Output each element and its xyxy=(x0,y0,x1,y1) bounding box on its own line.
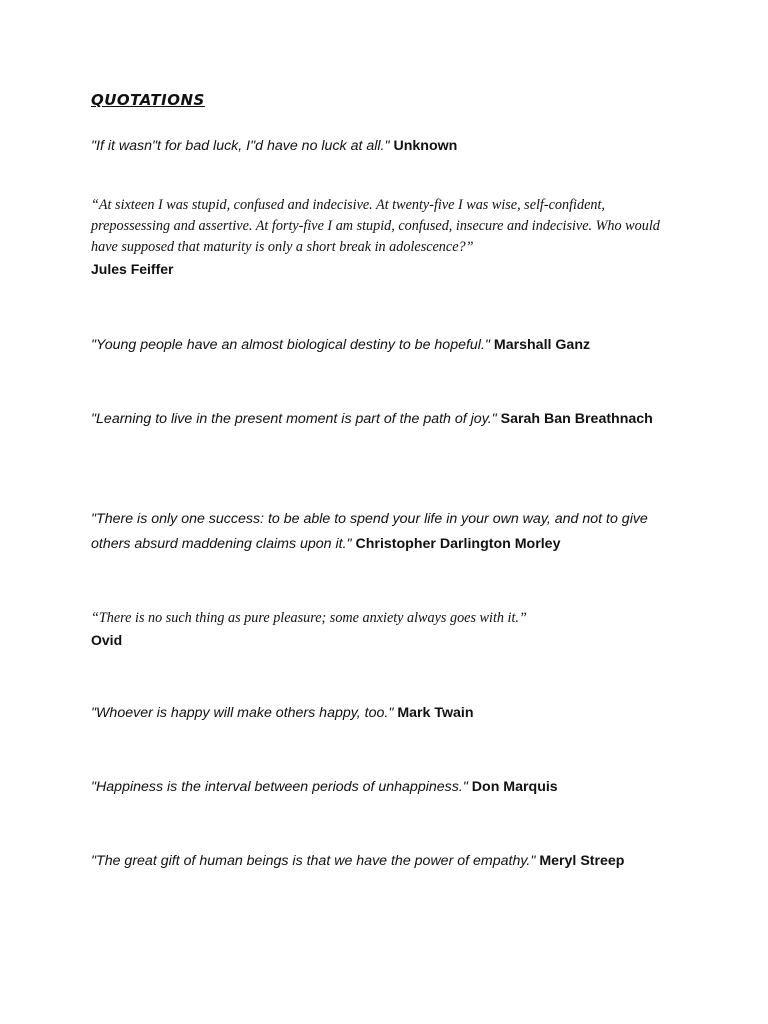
quote-text: “At sixteen I was stupid, confused and indecisive. At twenty-five I was wise, self-confident, prepossessing and assertive. At forty-five I am stupid, confused, insecure and indecisive. Who would have supposed that maturity is only a short break in adolescence?” xyxy=(91,197,660,255)
quote-7 xyxy=(91,701,681,726)
quote-1 xyxy=(91,134,681,159)
quote-author: Don Marquis xyxy=(471,779,558,795)
quote-text: "If it wasn"t for bad luck, I"d have no luck at all." xyxy=(91,138,390,154)
quote-author: Ovid xyxy=(91,632,123,648)
quote-8 xyxy=(91,775,681,800)
quote-text: "Whoever is happy will make others happy, too." xyxy=(91,705,394,721)
quote-6 xyxy=(91,608,681,651)
quote-3 xyxy=(91,333,681,358)
quote-author: Sarah Ban Breathnach xyxy=(500,411,653,427)
quote-text: "Happiness is the interval between periods of unhappiness." xyxy=(91,779,468,795)
quote-author: Meryl Streep xyxy=(539,853,625,869)
quote-text: “There is no such thing as pure pleasure; some anxiety always goes with it.” xyxy=(91,610,527,626)
quote-5 xyxy=(91,507,681,557)
quote-author: Unknown xyxy=(393,138,458,154)
quote-9 xyxy=(91,849,681,874)
quote-author: Christopher Darlington Morley xyxy=(355,536,561,552)
quote-author: Marshall Ganz xyxy=(493,337,591,353)
quote-4 xyxy=(91,407,681,432)
quote-author: Jules Feiffer xyxy=(91,261,174,277)
quote-text: "There is only one success: to be able to spend your life in your own way, and not to give others absurd maddening claims upon it." xyxy=(91,511,648,552)
quote-author: Mark Twain xyxy=(397,705,474,721)
quote-text: "The great gift of human beings is that we have the power of empathy." xyxy=(91,853,536,869)
page-title: QUOTATIONS xyxy=(91,91,205,109)
quote-text: "Young people have an almost biological destiny to be hopeful." xyxy=(91,337,490,353)
quote-2 xyxy=(91,195,681,280)
quote-text: "Learning to live in the present moment is part of the path of joy." xyxy=(91,411,497,427)
